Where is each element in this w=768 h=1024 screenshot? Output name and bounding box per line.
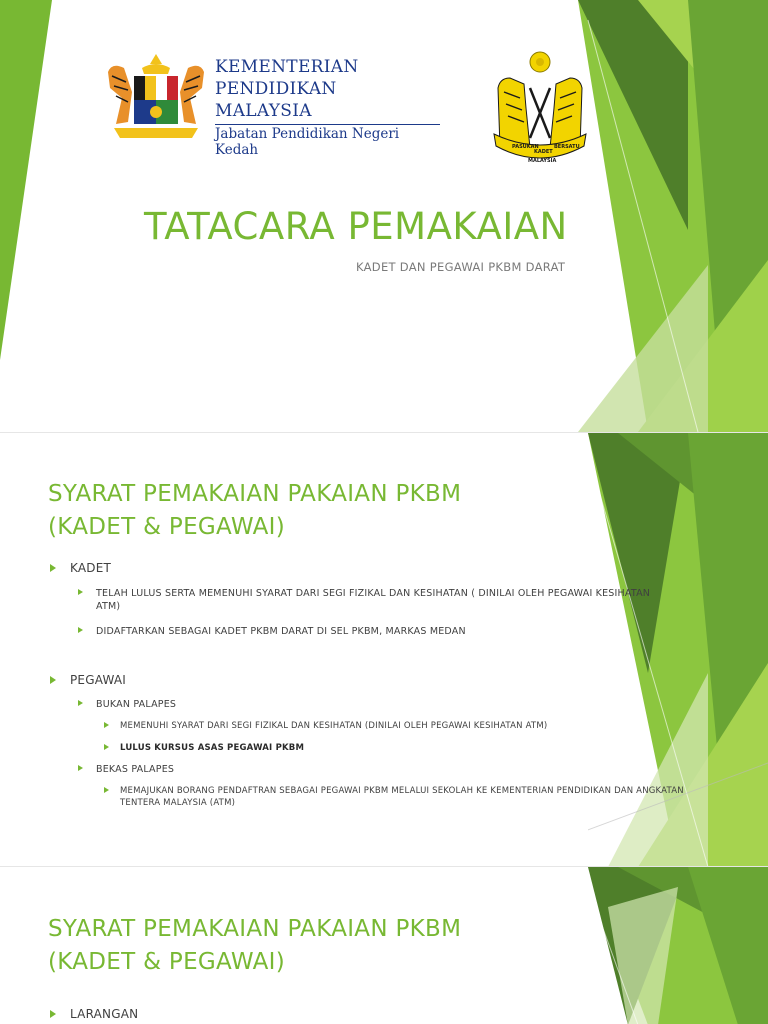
bullet-arrow-icon — [50, 1010, 56, 1018]
prohibitions-slide — [0, 866, 768, 1024]
bullet-kadet-item-1: TELAH LULUS SERTA MEMENUHI SYARAT DARI SEGI FIZIKAL DAN KESIHATAN ( DINILAI OLEH PEGAWAI KESIHATAN ATM) — [78, 587, 674, 613]
bullet-bekas-palapes: BEKAS PALAPES — [78, 763, 578, 776]
bullet-larangan: LARANGAN — [50, 1007, 450, 1021]
slide-heading — [48, 913, 461, 979]
heading-line-2: (KADET & PEGAWAI) — [48, 514, 286, 540]
heading-line-2: (KADET & PEGAWAI) — [48, 949, 286, 975]
slide-subtitle: KADET DAN PEGAWAI PKBM DARAT — [356, 260, 566, 274]
malaysia-coat-of-arms-logo — [102, 52, 210, 142]
bullet-arrow-icon — [104, 744, 109, 750]
svg-text:PASUKAN: PASUKAN — [512, 144, 539, 150]
left-green-stripe — [0, 0, 60, 432]
bullet-bukan-item-2: LULUS KURSUS ASAS PEGAWAI PKBM — [104, 742, 604, 754]
heading-line-1: SYARAT PEMAKAIAN PAKAIAN PKBM — [48, 916, 462, 942]
title-slide — [0, 0, 768, 432]
bullet-arrow-icon — [104, 722, 109, 728]
slide-heading — [48, 478, 461, 544]
bullet-pegawai: PEGAWAI — [50, 673, 650, 687]
bullet-arrow-icon — [50, 676, 56, 684]
ministry-name — [215, 56, 440, 158]
bullet-arrow-icon — [78, 627, 83, 633]
svg-text:MALAYSIA: MALAYSIA — [528, 158, 557, 164]
bullet-bukan-item-1: MEMENUHI SYARAT DARI SEGI FIZIKAL DAN KESIHATAN (DINILAI OLEH PEGAWAI KESIHATAN ATM) — [104, 720, 684, 732]
bullet-bekas-item-1: MEMAJUKAN BORANG PENDAFTRAN SEBAGAI PEGAWAI PKBM MELALUI SEKOLAH KE KEMENTERIAN PENDIDIKAN DAN ANGKATAN TENTERA MALAYSIA (ATM) — [104, 785, 696, 809]
bullet-kadet-item-2: DIDAFTARKAN SEBAGAI KADET PKBM DARAT DI SEL PKBM, MARKAS MEDAN — [78, 625, 668, 638]
bullet-arrow-icon — [78, 765, 83, 771]
right-green-decoration — [578, 0, 768, 432]
ministry-line-3: MALAYSIA — [215, 101, 312, 121]
right-green-decoration — [588, 867, 768, 1024]
bullet-arrow-icon — [50, 564, 56, 572]
slide-title: TATACARA PEMAKAIAN — [144, 205, 568, 248]
bullet-kadet: KADET — [50, 561, 650, 575]
requirements-slide — [0, 432, 768, 866]
ministry-line-1: KEMENTERIAN — [215, 57, 359, 77]
heading-line-1: SYARAT PEMAKAIAN PAKAIAN PKBM — [48, 481, 462, 507]
bullet-bukan-palapes: BUKAN PALAPES — [78, 698, 578, 711]
bullet-arrow-icon — [78, 700, 83, 706]
department-name: Jabatan Pendidikan Negeri Kedah — [215, 124, 440, 158]
svg-text:KADET: KADET — [534, 149, 553, 155]
ministry-line-2: PENDIDIKAN — [215, 79, 337, 99]
bullet-arrow-icon — [78, 589, 83, 595]
svg-text:BERSATU: BERSATU — [554, 144, 580, 150]
pkbm-badge-logo — [490, 48, 590, 173]
bullet-arrow-icon — [104, 787, 109, 793]
